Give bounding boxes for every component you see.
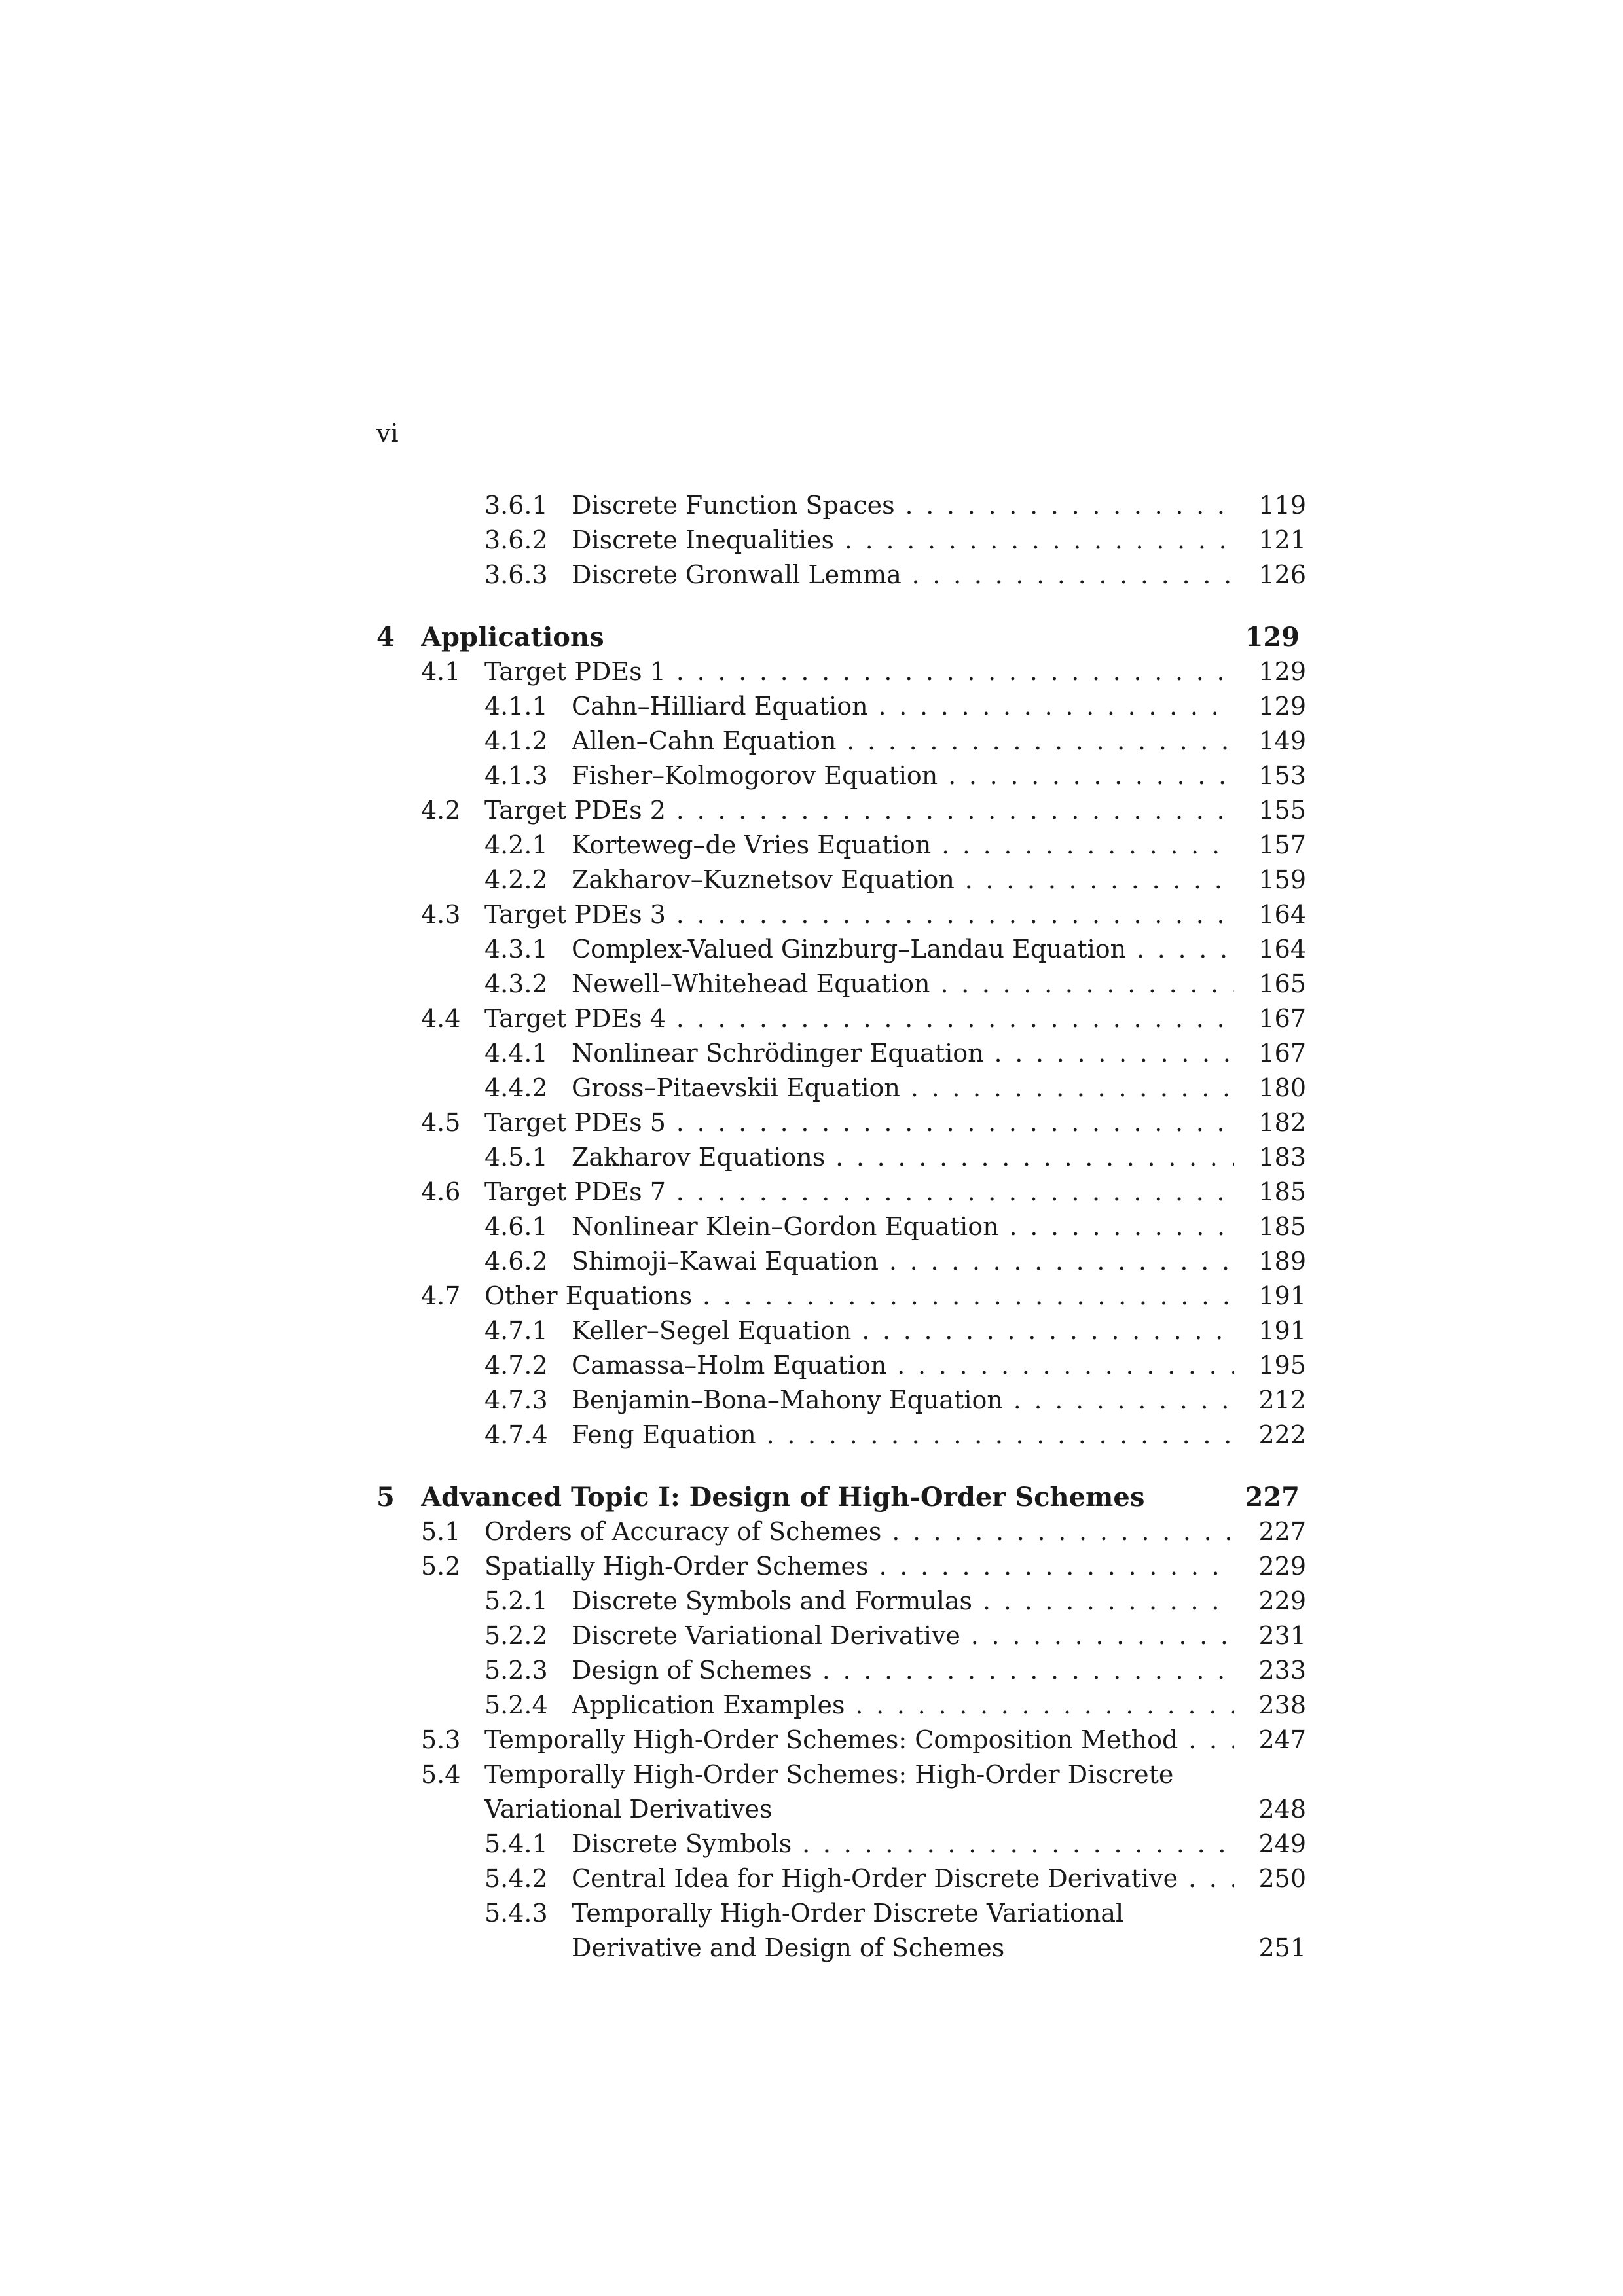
toc-subsection[interactable] <box>376 828 1306 863</box>
toc-entry-number: 4.1.3 <box>484 761 548 790</box>
toc-entry-page: 155 <box>1258 796 1306 825</box>
toc-subsection[interactable] <box>376 1036 1306 1071</box>
toc-entry-title: Target PDEs 2 . . . <box>484 793 1234 828</box>
toc-entry-page: 165 <box>1258 969 1306 998</box>
toc-entry-title: Zakharov–Kuznetsov Equation . . . <box>572 863 1234 897</box>
toc-entry-page: 164 <box>1258 900 1306 929</box>
toc-subsection[interactable] <box>376 1244 1306 1279</box>
toc-entry-title: Other Equations . . . <box>484 1279 1234 1314</box>
toc-subsection[interactable] <box>376 1619 1306 1653</box>
toc-entry-title: Gross–Pitaevskii Equation . . . <box>572 1071 1234 1105</box>
toc-entry-number: 4.3.2 <box>484 969 548 998</box>
toc-entry-page: 149 <box>1258 726 1306 755</box>
toc-entry-number: 4.1.2 <box>484 726 548 755</box>
toc-entry-page: 222 <box>1258 1420 1306 1449</box>
toc-entry-number: 4.7 <box>421 1282 461 1310</box>
toc-entry-page: 185 <box>1258 1212 1306 1241</box>
toc-section[interactable] <box>376 1549 1306 1584</box>
toc-entry-page: 233 <box>1258 1656 1306 1685</box>
toc-entry-number: 4.1 <box>421 657 461 686</box>
toc-section[interactable] <box>376 793 1306 828</box>
toc-entry-page: 129 <box>1258 657 1306 686</box>
toc-subsection[interactable] <box>376 1140 1306 1175</box>
toc-subsection[interactable] <box>376 1896 1306 1965</box>
toc-entry-number: 5.3 <box>421 1725 461 1754</box>
toc-entry-number: 4.4.1 <box>484 1039 548 1067</box>
toc-entry-page: 250 <box>1258 1864 1306 1893</box>
toc-entry-page: 229 <box>1258 1587 1306 1615</box>
toc-entry-page: 189 <box>1258 1247 1306 1276</box>
toc-entry-page: 129 <box>1245 622 1300 653</box>
toc-entry-number: 5.2.2 <box>484 1621 548 1650</box>
toc-entry-number: 5.4.3 <box>484 1899 548 1928</box>
toc-entry-title: Cahn–Hilliard Equation . . . <box>572 689 1234 724</box>
toc-entry-title: Feng Equation . . . <box>572 1418 1234 1452</box>
toc-entry-title: Central Idea for High-Order Discrete Derivative . . . <box>572 1861 1234 1896</box>
toc-subsection[interactable] <box>376 724 1306 759</box>
toc-entry-title: Discrete Gronwall Lemma . . . <box>572 558 1234 592</box>
toc-section[interactable] <box>376 1001 1306 1036</box>
toc-entry-title: Complex-Valued Ginzburg–Landau Equation . . . <box>572 932 1234 967</box>
toc-entry-title: Temporally High-Order Schemes: Composition Method . . . <box>484 1723 1234 1757</box>
toc-entry-title: Temporally High-Order Schemes: High-Order Discrete Variational Derivatives <box>484 1760 1174 1823</box>
toc-section[interactable] <box>376 1175 1306 1210</box>
toc-entry-title: Orders of Accuracy of Schemes . . . <box>484 1515 1234 1549</box>
toc-entry-number: 5.1 <box>421 1517 461 1546</box>
toc-entry-number: 4.5.1 <box>484 1143 548 1172</box>
toc-section[interactable] <box>376 1279 1306 1314</box>
toc-entry-title: Shimoji–Kawai Equation . . . <box>572 1244 1234 1279</box>
toc-entry-title: Discrete Symbols and Formulas . . . <box>572 1584 1234 1619</box>
toc-entry-title: Fisher–Kolmogorov Equation . . . <box>572 759 1234 793</box>
toc-entry-page: 167 <box>1258 1039 1306 1067</box>
toc-entry-number: 4.4 <box>421 1004 461 1033</box>
toc-entry-number: 4.2.1 <box>484 831 548 859</box>
toc-subsection[interactable] <box>376 558 1306 592</box>
toc-entry-number: 4.6.2 <box>484 1247 548 1276</box>
toc-entry-title: Allen–Cahn Equation . . . <box>572 724 1234 759</box>
toc-entry-page: 182 <box>1258 1108 1306 1137</box>
toc-entry-number: 5.2.3 <box>484 1656 548 1685</box>
toc-entry-number: 4.1.1 <box>484 692 548 721</box>
toc-subsection[interactable] <box>376 759 1306 793</box>
toc-entry-number: 4.7.1 <box>484 1316 548 1345</box>
toc-entry-page: 121 <box>1258 526 1306 554</box>
toc-entry-title: Camassa–Holm Equation . . . <box>572 1348 1234 1383</box>
toc-entry-number: 4.2.2 <box>484 865 548 894</box>
toc-subsection[interactable] <box>376 1584 1306 1619</box>
toc-entry-page: 153 <box>1258 761 1306 790</box>
toc-entry-number: 4.4.2 <box>484 1073 548 1102</box>
toc-subsection[interactable] <box>376 523 1306 558</box>
toc-entry-page: 247 <box>1258 1725 1306 1754</box>
toc-chapter[interactable] <box>376 620 1306 655</box>
toc-entry-number: 3.6.3 <box>484 560 548 589</box>
toc-entry-number: 4 <box>376 622 395 653</box>
toc-entry-title: Target PDEs 5 . . . <box>484 1105 1234 1140</box>
toc-entry-title: Newell–Whitehead Equation . . . <box>572 967 1234 1001</box>
toc-entry-page: 191 <box>1258 1282 1306 1310</box>
toc-entry-number: 5.2.4 <box>484 1691 548 1719</box>
toc-entry-title: Design of Schemes . . . <box>572 1653 1234 1688</box>
toc-entry-page: 191 <box>1258 1316 1306 1345</box>
toc-entry-number: 5.4 <box>421 1760 461 1789</box>
table-of-contents <box>376 488 1306 1965</box>
toc-entry-number: 4.7.3 <box>484 1386 548 1414</box>
toc-entry-title: Advanced Topic I: Design of High-Order Schemes <box>421 1482 1145 1513</box>
toc-subsection[interactable] <box>376 932 1306 967</box>
toc-entry-page: 126 <box>1258 560 1306 589</box>
toc-entry-number: 4.6.1 <box>484 1212 548 1241</box>
toc-entry-number: 4.3 <box>421 900 461 929</box>
toc-entry-title: Applications <box>421 622 604 653</box>
toc-subsection[interactable] <box>376 1314 1306 1348</box>
toc-entry-page: 212 <box>1258 1386 1306 1414</box>
toc-entry-title: Keller–Segel Equation . . . <box>572 1314 1234 1348</box>
toc-entry-title: Discrete Symbols . . . <box>572 1827 1234 1861</box>
toc-subsection[interactable] <box>376 1418 1306 1452</box>
toc-entry-title: Discrete Inequalities . . . <box>572 523 1234 558</box>
toc-entry-page: 164 <box>1258 935 1306 963</box>
toc-entry-title: Spatially High-Order Schemes . . . <box>484 1549 1234 1584</box>
toc-entry-title: Target PDEs 3 . . . <box>484 897 1234 932</box>
toc-entry-number: 3.6.1 <box>484 491 548 520</box>
toc-entry-page: 248 <box>1258 1795 1306 1823</box>
toc-entry-page: 238 <box>1258 1691 1306 1719</box>
toc-entry-title: Nonlinear Klein–Gordon Equation . . . <box>572 1210 1234 1244</box>
toc-entry-page: 227 <box>1258 1517 1306 1546</box>
toc-entry-page: 249 <box>1258 1829 1306 1858</box>
toc-subsection[interactable] <box>376 1348 1306 1383</box>
toc-entry-page: 231 <box>1258 1621 1306 1650</box>
toc-entry-page: 185 <box>1258 1177 1306 1206</box>
toc-entry-page: 119 <box>1258 491 1306 520</box>
page-number: vi <box>376 419 399 448</box>
toc-entry-number: 4.5 <box>421 1108 461 1137</box>
toc-subsection[interactable] <box>376 1861 1306 1896</box>
toc-subsection[interactable] <box>376 1210 1306 1244</box>
toc-entry-title: Application Examples . . . <box>572 1688 1234 1723</box>
toc-entry-page: 251 <box>1258 1933 1306 1962</box>
toc-subsection[interactable] <box>376 488 1306 523</box>
toc-entry-title: Discrete Function Spaces . . . <box>572 488 1234 523</box>
toc-entry-page: 183 <box>1258 1143 1306 1172</box>
toc-subsection[interactable] <box>376 1688 1306 1723</box>
toc-entry-number: 4.7.4 <box>484 1420 548 1449</box>
toc-entry-number: 4.6 <box>421 1177 461 1206</box>
toc-entry-page: 159 <box>1258 865 1306 894</box>
toc-entry-page: 167 <box>1258 1004 1306 1033</box>
toc-section[interactable] <box>376 1515 1306 1549</box>
toc-entry-number: 5.2.1 <box>484 1587 548 1615</box>
toc-entry-number: 5 <box>376 1482 395 1513</box>
toc-subsection[interactable] <box>376 967 1306 1001</box>
toc-entry-title: Nonlinear Schrödinger Equation . . . <box>572 1036 1234 1071</box>
toc-entry-page: 229 <box>1258 1552 1306 1581</box>
toc-section[interactable] <box>376 655 1306 689</box>
toc-entry-title: Target PDEs 7 . . . <box>484 1175 1234 1210</box>
toc-entry-title: Target PDEs 1 . . . <box>484 655 1234 689</box>
toc-section[interactable] <box>376 897 1306 932</box>
toc-subsection[interactable] <box>376 1071 1306 1105</box>
toc-subsection[interactable] <box>376 1383 1306 1418</box>
toc-entry-page: 180 <box>1258 1073 1306 1102</box>
toc-subsection[interactable] <box>376 863 1306 897</box>
toc-entry-number: 5.4.2 <box>484 1864 548 1893</box>
toc-section[interactable] <box>376 1757 1306 1827</box>
toc-entry-page: 195 <box>1258 1351 1306 1380</box>
toc-entry-title: Benjamin–Bona–Mahony Equation . . . <box>572 1383 1234 1418</box>
toc-subsection[interactable] <box>376 689 1306 724</box>
toc-subsection[interactable] <box>376 1653 1306 1688</box>
toc-subsection[interactable] <box>376 1827 1306 1861</box>
toc-entry-page: 157 <box>1258 831 1306 859</box>
toc-entry-title: Target PDEs 4 . . . <box>484 1001 1234 1036</box>
toc-entry-number: 3.6.2 <box>484 526 548 554</box>
toc-entry-title: Zakharov Equations . . . <box>572 1140 1234 1175</box>
toc-entry-number: 4.2 <box>421 796 461 825</box>
toc-section[interactable] <box>376 1105 1306 1140</box>
toc-entry-number: 5.4.1 <box>484 1829 548 1858</box>
toc-section[interactable] <box>376 1723 1306 1757</box>
toc-entry-number: 4.3.1 <box>484 935 548 963</box>
toc-entry-number: 5.2 <box>421 1552 461 1581</box>
toc-entry-page: 129 <box>1258 692 1306 721</box>
toc-entry-page: 227 <box>1245 1482 1300 1513</box>
toc-chapter[interactable] <box>376 1480 1306 1515</box>
toc-entry-number: 4.7.2 <box>484 1351 548 1380</box>
toc-entry-title: Temporally High-Order Discrete Variational Derivative and Design of Schemes <box>572 1899 1124 1962</box>
toc-entry-title: Discrete Variational Derivative . . . <box>572 1619 1234 1653</box>
toc-entry-title: Korteweg–de Vries Equation . . . <box>572 828 1234 863</box>
